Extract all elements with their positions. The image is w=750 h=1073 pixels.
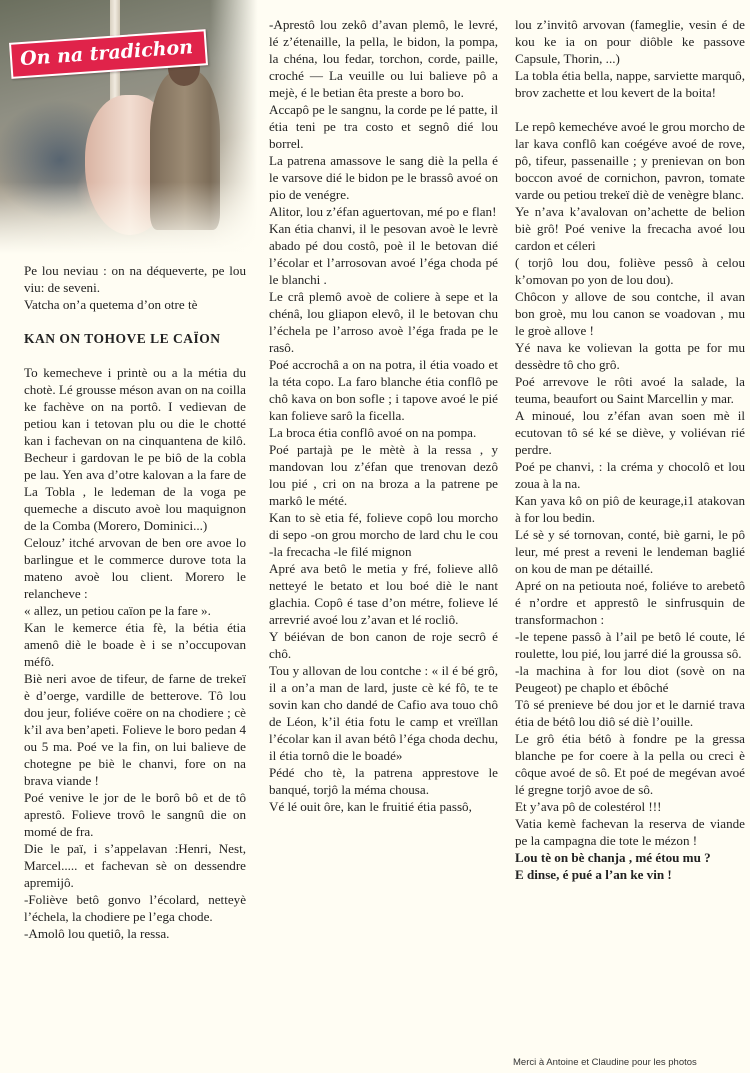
paragraph: Le crâ plemô avoè de coliere à sepe et la chénâ, lou gliapon elevô, il le betovan chu l’échela pe l’arroso avoè l’éga frada pe le rasô.: [269, 289, 498, 355]
paragraph: -Amolô lou quetiô, la ressa.: [24, 926, 170, 941]
paragraph: Poé arrevove le rôti avoé la salade, la teuma, beaufort ou Saint Marcellin y mar.: [515, 374, 745, 406]
paragraph: Yé nava ke volievan la gotta pe for mu dessèdre tô cho grô.: [515, 340, 745, 372]
paragraph: Kan to sè etia fé, folieve copô lou morcho di sepo -on grou morcho de lard chu le cou -la frecacha -le filé mignon: [269, 510, 498, 559]
photo-fade-right: [210, 0, 260, 262]
column-3: [515, 16, 745, 883]
paragraph: -Foliève betô gonvo l’écolard, netteyè l’échela, la chodiere pe l’ega chode.: [24, 892, 246, 924]
column-1: [19, 0, 246, 942]
paragraph: La broca étia conflô avoé on na pompa.: [269, 425, 477, 440]
paragraph: Poé venive le jor de le borô bô et de tô aprestô. Folieve trovô le sangnû die on momé de fra.: [24, 790, 246, 839]
paragraph: Y béiévan de bon canon de roje secrô é chô.: [269, 629, 498, 661]
paragraph: Le repô kemechéve avoé le grou morcho de lar kava conflô kan coégéve avoé de rove, pô, tifeur, passenaille ; y prenievan on bon boccon avoé de cornichon, pavron, tomate varde ou petiou trekeï diè de venègre blanc.: [515, 119, 745, 202]
paragraph: lou z’invitô arvovan (fameglie, vesin é de kou ke ia on pour diôble ke passove Capsule, Thorin, ...): [515, 17, 745, 66]
paragraph: Vé lé ouit ôre, kan le fruitié étia passô,: [269, 799, 472, 814]
paragraph: Alitor, lou z’éfan aguertovan, mé po e flan!: [269, 204, 497, 219]
closing-line: Lou tè on bè chanja , mé étou mu ?: [515, 850, 711, 865]
paragraph: ( torjô lou dou, foliève pessô à celou k’omovan po yon de lou dou).: [515, 255, 745, 287]
intro-line: Vatcha on’a quetema d’on otre tè: [24, 297, 198, 312]
paragraph: La patrena amassove le sang diè la pella é le varsove dié le bidon pe le brassô avoé on pio de venégre.: [269, 153, 498, 202]
paragraph: Ye n’ava k’avalovan on’achette de belion biè grô! Poé venive la frecacha avoé lou cardon et céleri: [515, 204, 745, 253]
paragraph: Vatia kemè fachevan la reserva de viande pe la campagna die tote le mézon !: [515, 816, 745, 848]
paragraph: « allez, un petiou caïon pe la fare ».: [24, 603, 211, 618]
paragraph: Kan étia chanvi, il le pesovan avoè le levrè abado pé dou costô, poè il le betovan dié l’écolar et l’arrosovan avoé l’éga choda pé le blanchi .: [269, 221, 498, 287]
paragraph: Kan yava kô on piô de keurage,i1 atakovan à for lou bedin.: [515, 493, 745, 525]
paragraph: Lé sè y sé tornovan, conté, biè garni, le pô leur, mé prest a reveni le lendeman baglié on kou de man pe détaillé.: [515, 527, 745, 576]
paragraph: Tou y allovan de lou contche : « il é bé grô, il a on’a man de lard, juste cè ké fô, te te sovin kan cho dandé de Cafio ava touo chô de Léon, k’il étia fotu le camp et vreïllan l’écolar kan il avan bétô l’éga choda dechu, il étia tornô die le boadé»: [269, 663, 498, 763]
paragraph: Tô sé prenieve bé dou jor et le darnié trava étia de bétô lou diô sé diè l’ouille.: [515, 697, 745, 729]
paragraph: Accapô pe le sangnu, la corde pe lé patte, il étia teni pe tra costo et segnô dié lou borrel.: [269, 102, 498, 151]
paragraph: Et y’ava pô de colestérol !!!: [515, 799, 662, 814]
paragraph: Apré ava betô le metia y fré, folieve allô netteyé le betato et lou boé diè le nant glachia. Copô é tase d’on métre, folieve lé arrevrié avoé lou z’avan et lé rocliô.: [269, 561, 498, 627]
paragraph: Poé pe chanvi, : la créma y chocolô et lou zoua à la na.: [515, 459, 745, 491]
paragraph: Biè neri avoe de tifeur, de farne de trekeï è d’oerge, vardille de betterove. Tô lou dou jeur, foliéve coëre on na chodiere ; cè k’il ava ben’apeti. Folieve le boro pedan 4 ou 5 ma. Poé ve la fin, on lui balieve de chotegne pe biè le chanvi, fore on na brava viande !: [24, 671, 246, 788]
paragraph: Kan le kemerce étia fè, la bétia étia amenô diè le boade è i se n’occupovan méfô.: [24, 620, 246, 669]
paragraph: To kemecheve i printè ou a la métia du chotè. Lé grousse méson avan on na coilla ke fachève on na portô. I vedievan de petiou kan i tetovan plu ou die le chotté kan i fachevan on na cinquantena de kilô. Becheur i gardovan le pe biô de la cobla pe lau. Yen ava d’otre kalovan a la fare de La Tobla , le ledeman de la voga pe quemeche a discuto avoè lou maquignon de la Comba (Morero, Dominici...): [24, 365, 246, 533]
paragraph: -le tepene passô à l’ail pe betô lé coute, lé roulette, lou pié, lou jarré dié la groussa sô.: [515, 629, 745, 661]
paragraph: -la machina à for lou diot (sovè on na Peugeot) pe chaplo et ébôché: [515, 663, 745, 695]
paragraph: Apré on na petiouta noé, foliéve to arebetô é n’ordre et apprestô le sinfrusquin de transformachon :: [515, 578, 745, 627]
article-photo: [0, 0, 260, 262]
paragraph: Poé partajà pe le mètè à la ressa , y mandovan lou z’éfan que trenovan dezô lou pié , cri on na broza a la patrene pe markô le mété.: [269, 442, 498, 508]
intro-line: Pe lou neviau : on na déqueverte, pe lou viu: de seveni.: [24, 263, 246, 295]
article-heading: KAN ON TOHOVE LE CAÏON: [24, 331, 221, 346]
paragraph: La tobla étia bella, nappe, sarviette marquô, brov zachette et lou kevert de la boita!: [515, 68, 745, 100]
paragraph: Chôcon y allove de sou contche, il avan bon groè, mu lou canon se voadovan , mu le groè allove !: [515, 289, 745, 338]
paragraph: Pédé cho tè, la patrena apprestove le banqué, torjô la méma chousa.: [269, 765, 498, 797]
paragraph: Die le paï, i s’appelavan :Henri, Nest, Marcel..... et fachevan sè on dessendre apremijô.: [24, 841, 246, 890]
photo-credit: Merci à Antoine et Claudine pour les photos: [513, 1057, 697, 1068]
paragraph: Poé accrochâ a on na potra, il étia voado et la téta copo. La faro blanche étia conflô pe chô kava on bon sofle ; i tapove avoé le pié kan folieve sarô la ficella.: [269, 357, 498, 423]
paragraph: Le grô étia bétô à fondre pe la gressa blanche pe for coere à la pella ou creci è côque avoé de sô. Et poé de megévan avoé lé gregne torjô avoe de sô.: [515, 731, 745, 797]
paragraph: Celouz’ itché arvovan de ben ore avoe lo barlingue et le commerce durove tota la mateno avoè lou client. Morero le relancheve :: [24, 535, 246, 601]
paragraph: -Aprestô lou zekô d’avan plemô, le levré, lé z’étenaille, la pella, le bidon, la pompa, la chéna, lou fedar, torchon, corde, paille, croché — La veuille ou lui balieve pô a mejè, é le betian êta preste a boro bo.: [269, 17, 498, 100]
paragraph: A minoué, lou z’éfan avan soen mè il ecutovan tô sé ké se diève, y voliévan rié perdre.: [515, 408, 745, 457]
section-banner: On na tradichon: [9, 29, 208, 79]
column-2: [269, 16, 498, 815]
closing-line: E dinse, é pué a l’an ke vin !: [515, 867, 672, 882]
